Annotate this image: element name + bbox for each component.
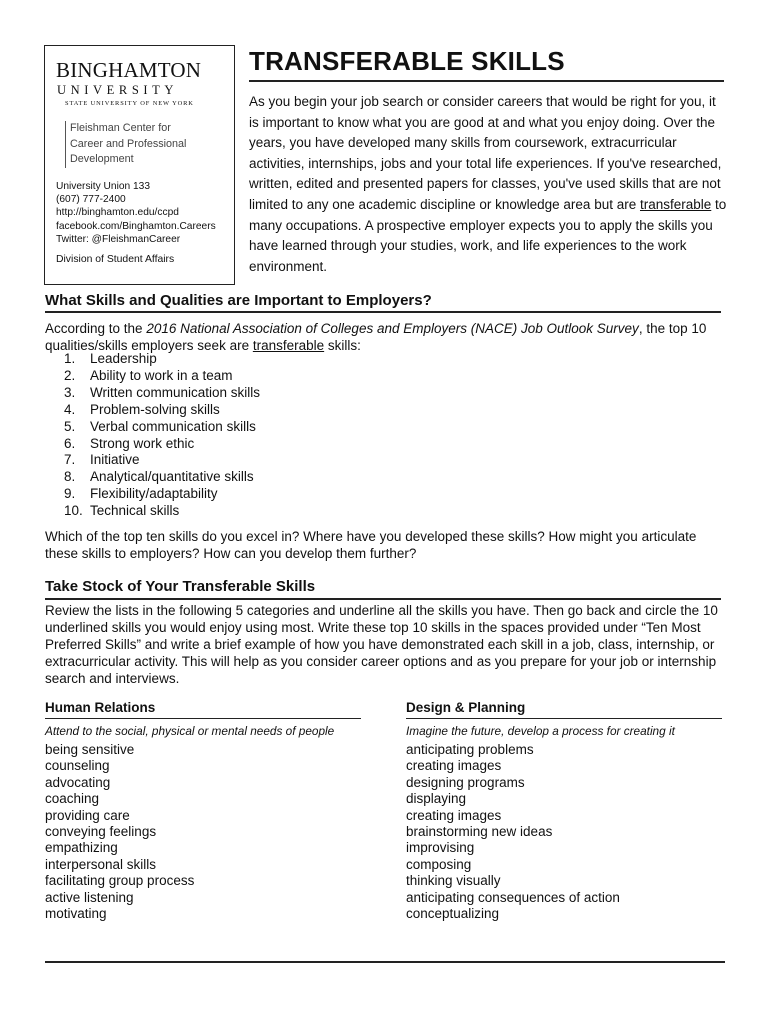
contact-info <box>56 180 216 246</box>
lead-underlined-word: transferable <box>252 338 325 353</box>
list-item: creating images <box>406 807 502 823</box>
list-item <box>64 486 260 503</box>
section-heading-take-stock: Take Stock of Your Transferable Skills <box>45 578 316 595</box>
career-center-name <box>65 121 186 168</box>
lead-text-end: skills: <box>324 338 361 353</box>
list-item: active listening <box>45 889 134 905</box>
list-label: Flexibility/adaptability <box>90 486 218 502</box>
contact-phone: (607) 777-2400 <box>56 194 126 206</box>
list-item: providing care <box>45 807 130 823</box>
section-divider <box>45 311 721 313</box>
career-center-line: Fleishman Center for <box>70 122 171 134</box>
list-item: thinking visually <box>406 873 501 889</box>
list-number: 3. <box>64 384 76 400</box>
university-logo-subtitle: UNIVERSITY <box>57 83 178 97</box>
list-item <box>64 469 260 486</box>
list-label: Technical skills <box>90 503 180 519</box>
section-heading-employers: What Skills and Qualities are Important to Employers? <box>45 292 432 309</box>
list-label: Problem-solving skills <box>90 401 220 417</box>
take-stock-instructions: Review the lists in the following 5 categories and underline all the skills you have. Then go back and circle the 10 underlined skills you would enjoy using most. Write these top 10 skills in the spaces provided under “Ten Most Preferred Skills” and write a brief example of how you have demonstrated each skill in a job, class, internship, or extracurricular activity. This will help as you consider career options and as you prepare for your job or internship search and interviews. <box>45 603 718 686</box>
list-item: improvising <box>406 840 475 856</box>
section-divider <box>45 598 721 600</box>
list-item <box>64 436 260 453</box>
contact-website: http://binghamton.edu/ccpd <box>56 207 179 219</box>
list-number: 10. <box>64 503 83 519</box>
career-center-line: Development <box>70 153 134 165</box>
lead-text-mid: , the top 10 qualities/skills employers seek are <box>45 321 707 353</box>
list-number: 1. <box>64 351 76 366</box>
intro-underlined-word: transferable <box>639 196 712 212</box>
design-planning-title: Design & Planning <box>406 700 526 715</box>
list-item: composing <box>406 856 472 872</box>
list-item: coaching <box>45 791 100 807</box>
intro-text-end: to many occupations. A prospective employer expects you to apply the skills you have learned through your studies, work, and life experiences to the work environment. <box>249 196 727 274</box>
list-label: Leadership <box>90 351 157 366</box>
list-item: empathizing <box>45 840 118 856</box>
list-number: 5. <box>64 418 76 434</box>
list-number: 6. <box>64 435 76 451</box>
intro-paragraph <box>249 92 727 277</box>
list-number: 4. <box>64 401 76 417</box>
contact-facebook: facebook.com/Binghamton.Careers <box>56 220 216 232</box>
list-number: 8. <box>64 469 76 485</box>
list-label: Analytical/quantitative skills <box>90 469 254 485</box>
contact-address: University Union 133 <box>56 181 150 192</box>
top-skills-list <box>64 351 260 520</box>
division-label: Division of Student Affairs <box>56 254 175 265</box>
list-item: brainstorming new ideas <box>406 824 553 840</box>
footer-divider <box>45 961 725 963</box>
list-number: 7. <box>64 452 76 468</box>
list-item: displaying <box>406 791 467 807</box>
list-item: facilitating group process <box>45 873 195 889</box>
list-item <box>64 419 260 436</box>
list-number: 2. <box>64 367 76 383</box>
reflection-questions: Which of the top ten skills do you excel in? Where have you developed these skills? How might you articulate these skills to employers? How can you develop them further? <box>45 529 697 561</box>
design-planning-skills <box>406 742 620 922</box>
page-title: TRANSFERABLE SKILLS <box>249 46 565 76</box>
list-item <box>64 385 260 402</box>
list-number: 9. <box>64 486 76 502</box>
list-item <box>64 368 260 385</box>
logo-box <box>44 45 235 285</box>
human-relations-title: Human Relations <box>45 700 156 715</box>
list-label: Initiative <box>90 452 140 468</box>
university-logo-name: BINGHAMTON <box>56 58 202 82</box>
human-relations-description: Attend to the social, physical or mental needs of people <box>45 724 335 738</box>
list-item: anticipating problems <box>406 742 534 757</box>
list-item: motivating <box>45 906 107 922</box>
university-logo-state: STATE UNIVERSITY OF NEW YORK <box>65 100 194 107</box>
survey-title: 2016 National Association of Colleges and Employers (NACE) Job Outlook Survey <box>146 321 639 336</box>
list-label: Strong work ethic <box>90 435 195 451</box>
career-center-line: Career and Professional <box>70 137 187 150</box>
column-divider <box>406 718 722 719</box>
list-item <box>64 452 260 469</box>
human-relations-skills <box>45 742 194 922</box>
list-item: being sensitive <box>45 742 135 757</box>
list-item: conceptualizing <box>406 906 500 922</box>
list-item <box>64 402 260 419</box>
list-item: anticipating consequences of action <box>406 889 620 905</box>
column-divider <box>45 718 361 719</box>
list-item: designing programs <box>406 774 525 790</box>
list-item: interpersonal skills <box>45 856 157 872</box>
list-item <box>64 503 260 520</box>
contact-twitter: Twitter: @FleishmanCareer <box>56 233 181 245</box>
list-label: Written communication skills <box>90 384 261 400</box>
nace-lead-paragraph <box>45 320 725 354</box>
list-label: Verbal communication skills <box>90 418 256 434</box>
list-item <box>64 351 260 368</box>
list-label: Ability to work in a team <box>90 367 233 383</box>
list-item: counseling <box>45 758 110 774</box>
list-item: creating images <box>406 758 502 774</box>
design-planning-description: Imagine the future, develop a process for creating it <box>406 724 675 738</box>
list-item: advocating <box>45 774 111 790</box>
intro-text: As you begin your job search or consider careers that would be right for you, it is important to know what you are good at and what you enjoy doing. Over the years, you have developed many skills from coursework, extracurricular activities, internships, jobs and your total life experiences. If you've researched, written, edited and presented papers for classes, you've used skills that are not limited to any one academic discipline or knowledge area but are <box>249 94 722 212</box>
lead-text: According to the <box>45 321 147 336</box>
list-item: conveying feelings <box>45 824 157 840</box>
title-divider <box>249 80 724 82</box>
